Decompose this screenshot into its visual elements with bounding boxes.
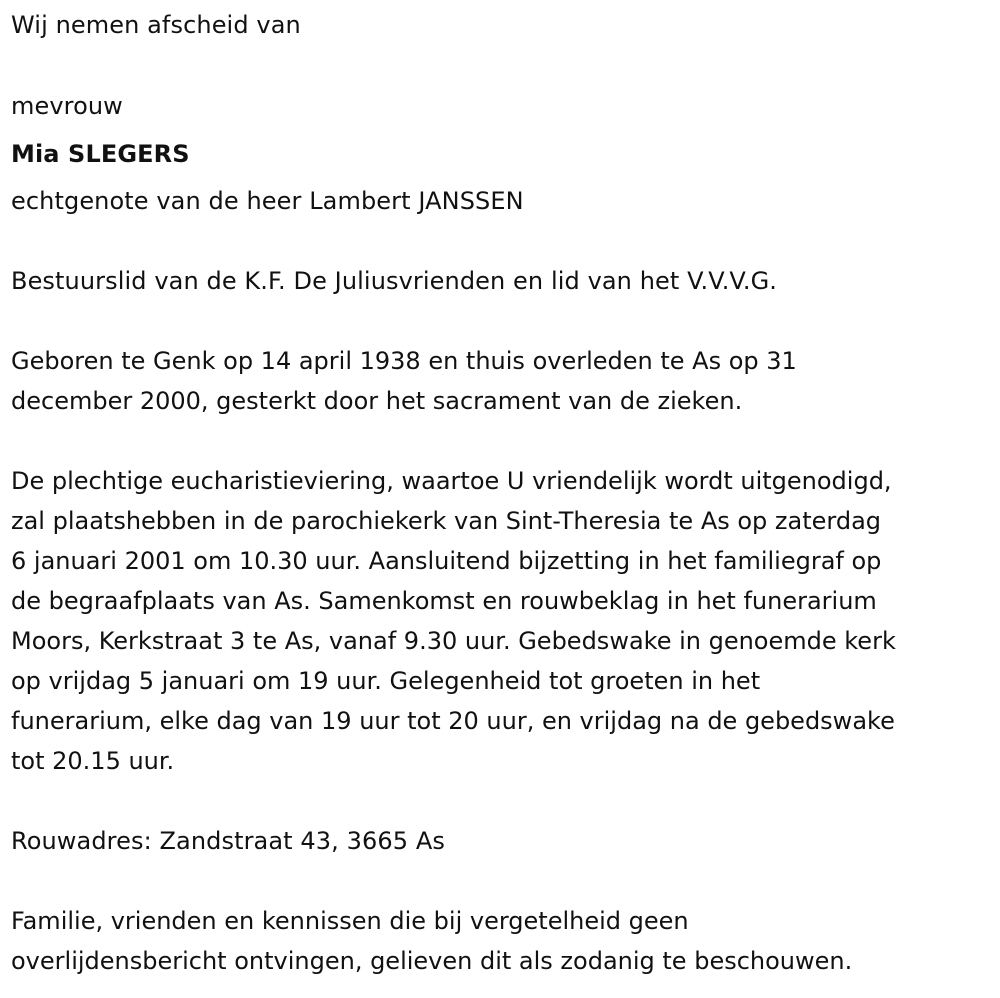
birth-death-line: december 2000, gesterkt door het sacrament van de zieken. <box>11 387 743 415</box>
birth-death-line: Geboren te Genk op 14 april 1938 en thuis overleden te As op 31 <box>11 347 797 375</box>
intro-text: Wij nemen afscheid van <box>11 11 301 39</box>
closing-line: overlijdensbericht ontvingen, gelieven dit als zodanig te beschouwen. <box>11 947 853 975</box>
salutation-text: mevrouw <box>11 92 123 120</box>
spouse-text: echtgenote van de heer Lambert JANSSEN <box>11 187 524 215</box>
ceremony-line: zal plaatshebben in de parochiekerk van Sint-Theresia te As op zaterdag <box>11 507 882 535</box>
ceremony-line: 6 januari 2001 om 10.30 uur. Aansluitend bijzetting in het familiegraf op <box>11 547 882 575</box>
ceremony-line: De plechtige eucharistieviering, waartoe U vriendelijk wordt uitgenodigd, <box>11 467 892 495</box>
ceremony-line: op vrijdag 5 januari om 19 uur. Gelegenheid tot groeten in het <box>11 667 761 695</box>
closing-line: Familie, vrienden en kennissen die bij vergetelheid geen <box>11 907 689 935</box>
deceased-name: Mia SLEGERS <box>11 140 190 168</box>
mourning-address: Rouwadres: Zandstraat 43, 3665 As <box>11 827 445 855</box>
closing-paragraph <box>11 901 996 981</box>
ceremony-paragraph <box>11 461 996 781</box>
birth-death-paragraph <box>11 341 996 421</box>
ceremony-line: Moors, Kerkstraat 3 te As, vanaf 9.30 uur. Gebedswake in genoemde kerk <box>11 627 896 655</box>
ceremony-line: funerarium, elke dag van 19 uur tot 20 uur, en vrijdag na de gebedswake <box>11 707 895 735</box>
ceremony-line: tot 20.15 uur. <box>11 747 175 775</box>
membership-text: Bestuurslid van de K.F. De Juliusvrienden en lid van het V.V.V.G. <box>11 267 778 295</box>
ceremony-line: de begraafplaats van As. Samenkomst en rouwbeklag in het funerarium <box>11 587 877 615</box>
